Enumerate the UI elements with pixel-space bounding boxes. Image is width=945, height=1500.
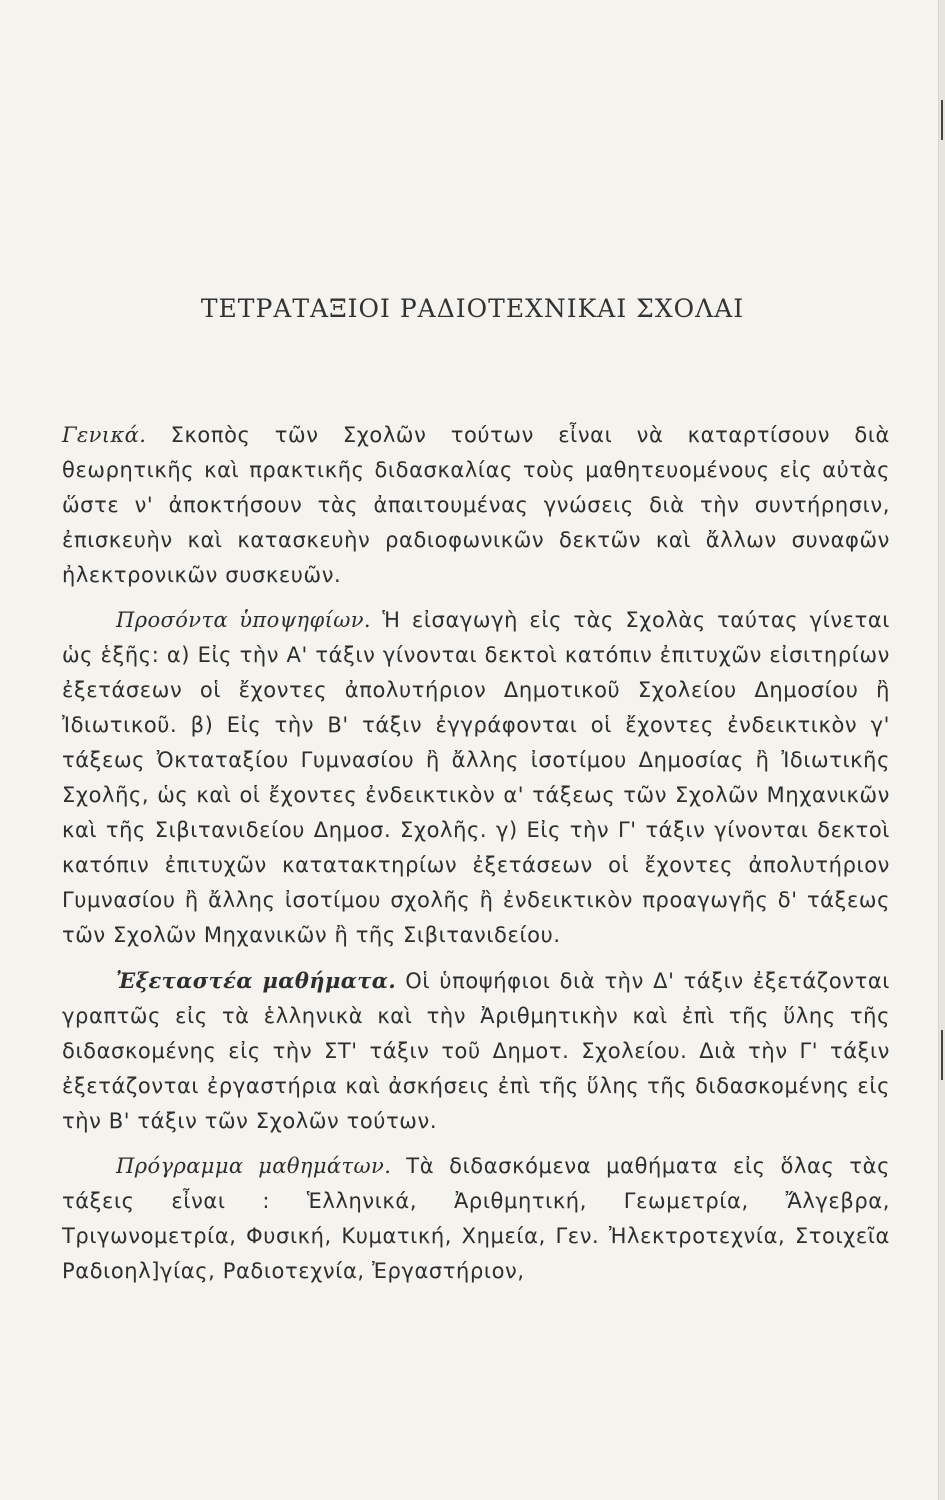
section-heading-exam-subjects: Ἐξεταστέα μαθήματα. [116,968,397,993]
section-text-general: Σκοπὸς τῶν Σχολῶν τούτων εἶναι νὰ καταρτίσουν διὰ θεωρητικῆς καὶ πρακτικῆς διδασκαλίας τοὺς μαθητευομένους εἰς αὐτὰς ὥστε ν' ἀποκτήσουν τὰς ἀπαιτουμένας γνώσεις διὰ τὴν συντήρησιν, ἐπισκευὴν καὶ κατασκευὴν ραδιοφωνικῶν δεκτῶν καὶ ἄλλων συναφῶν ἠλεκτρονικῶν συσκευῶν. [62,423,890,587]
paragraph-candidate-qualifications [62,603,890,953]
edge-mark [941,1030,943,1080]
page-edge [938,0,945,1500]
section-heading-candidate-qualifications: Προσόντα ὑποψηφίων. [116,608,371,632]
section-text-exam-subjects: Οἱ ὑποψήφιοι διὰ τὴν Δ' τάξιν ἐξετάζονται γραπτῶς εἰς τὰ ἑλληνικὰ καὶ τὴν Ἀριθμητικὴν καὶ ἐπὶ τῆς ὕλης τῆς διδασκομένης εἰς τὴν ΣΤ' τάξιν τοῦ Δημοτ. Σχολείου. Διὰ τὴν Γ' τάξιν ἐξετάζονται ἐργαστήρια καὶ ἀσκήσεις ἐπὶ τῆς ὕλης τῆς διδασκομένης εἰς τὴν Β' τάξιν τῶν Σχολῶν τούτων. [62,969,890,1133]
edge-mark [941,100,943,140]
paragraph-course-program [62,1149,890,1289]
section-heading-course-program: Πρόγραμμα μαθημάτων. [116,1154,392,1178]
paragraph-exam-subjects [62,963,890,1139]
section-text-course-program: Τὰ διδασκόμενα μαθήματα εἰς ὅλας τὰς τάξεις εἶναι : Ἑλληνικά, Ἀριθμητική, Γεωμετρία, Ἄλγεβρα, Τριγωνομετρία, Φυσική, Κυματική, Χημεία, Γεν. Ἠλεκτροτεχνία, Στοιχεῖα Ραδιοηλ]γίας, Ραδιοτεχνία, Ἐργαστήριον, [62,1154,890,1283]
document-body [62,418,890,1299]
section-heading-general: Γενικά. [62,423,147,447]
page-title: ΤΕΤΡΑΤΑΞΙΟΙ ΡΑΔΙΟΤΕΧΝΙΚΑΙ ΣΧΟΛΑΙ [200,294,745,323]
section-text-candidate-qualifications: Ἡ εἰσαγωγὴ εἰς τὰς Σχολὰς ταύτας γίνεται ὡς ἑξῆς: α) Εἰς τὴν Α' τάξιν γίνονται δεκτοὶ κατόπιν ἐπιτυχῶν εἰσιτηρίων ἐξετάσεων οἱ ἔχοντες ἀπολυτήριον Δημοτικοῦ Σχολείου Δημοσίου ἢ Ἰδιωτικοῦ. β) Εἰς τὴν Β' τάξιν ἐγγράφονται οἱ ἔχοντες ἐνδεικτικὸν γ' τάξεως Ὀκταταξίου Γυμνασίου ἢ ἄλλης ἰσοτίμου Δημοσίας ἢ Ἰδιωτικῆς Σχολῆς, ὡς καὶ οἱ ἔχοντες ἐνδεικτικὸν α' τάξεως τῶν Σχολῶν Μηχανικῶν καὶ τῆς Σιβιτανιδείου Δημοσ. Σχολῆς. γ) Εἰς τὴν Γ' τάξιν γίνονται δεκτοὶ κατόπιν ἐπιτυχῶν κατατακτηρίων ἐξετάσεων οἱ ἔχοντες ἀπολυτήριον Γυμνασίου ἢ ἄλλης ἰσοτίμου σχολῆς ἢ ἐνδεικτικὸν προαγωγῆς δ' τάξεως τῶν Σχολῶν Μηχανικῶν ἢ τῆς Σιβιτανιδείου. [62,608,890,947]
paragraph-general [62,418,890,593]
